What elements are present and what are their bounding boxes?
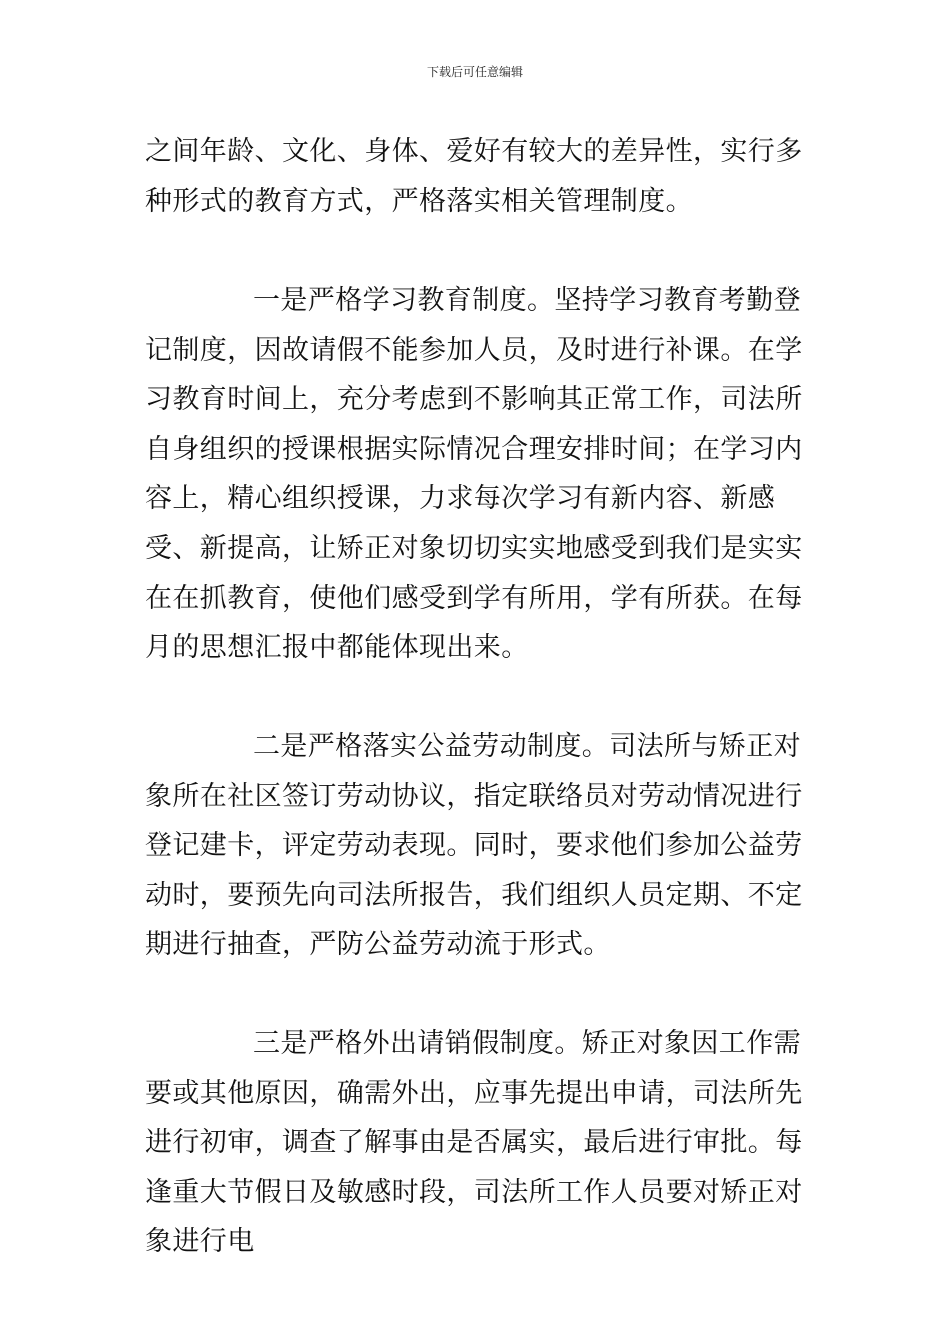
paragraph-leave-system: 三是严格外出请销假制度。矫正对象因工作需要或其他原因，确需外出，应事先提出申请，司法所先进行初审，调查了解事由是否属实，最后进行审批。每逢重大节假日及敏感时段，司法所工作人员要对矫正对象进行电: [145, 1028, 803, 1258]
paragraph-public-labor: 二是严格落实公益劳动制度。司法所与矫正对象所在社区签订劳动协议，指定联络员对劳动情况进行登记建卡，评定劳动表现。同时，要求他们参加公益劳动时，要预先向司法所报告，我们组织人员定期、不定期进行抽查，严防公益劳动流于形式。: [145, 731, 803, 961]
paragraph-study-education: 一是严格学习教育制度。坚持学习教育考勤登记制度，因故请假不能参加人员，及时进行补课。在学习教育时间上，充分考虑到不影响其正常工作，司法所自身组织的授课根据实际情况合理安排时间；在学习内容上，精心组织授课，力求每次学习有新内容、新感受、新提高，让矫正对象切切实实地感受到我们是实实在在抓教育，使他们感受到学有所用，学有所获。在每月的思想汇报中都能体现出来。: [145, 285, 803, 664]
paragraph-continuation: 之间年龄、文化、身体、爱好有较大的差异性，实行多种形式的教育方式，严格落实相关管理制度。: [145, 136, 803, 217]
page-header: 下载后可任意编辑: [426, 65, 523, 79]
